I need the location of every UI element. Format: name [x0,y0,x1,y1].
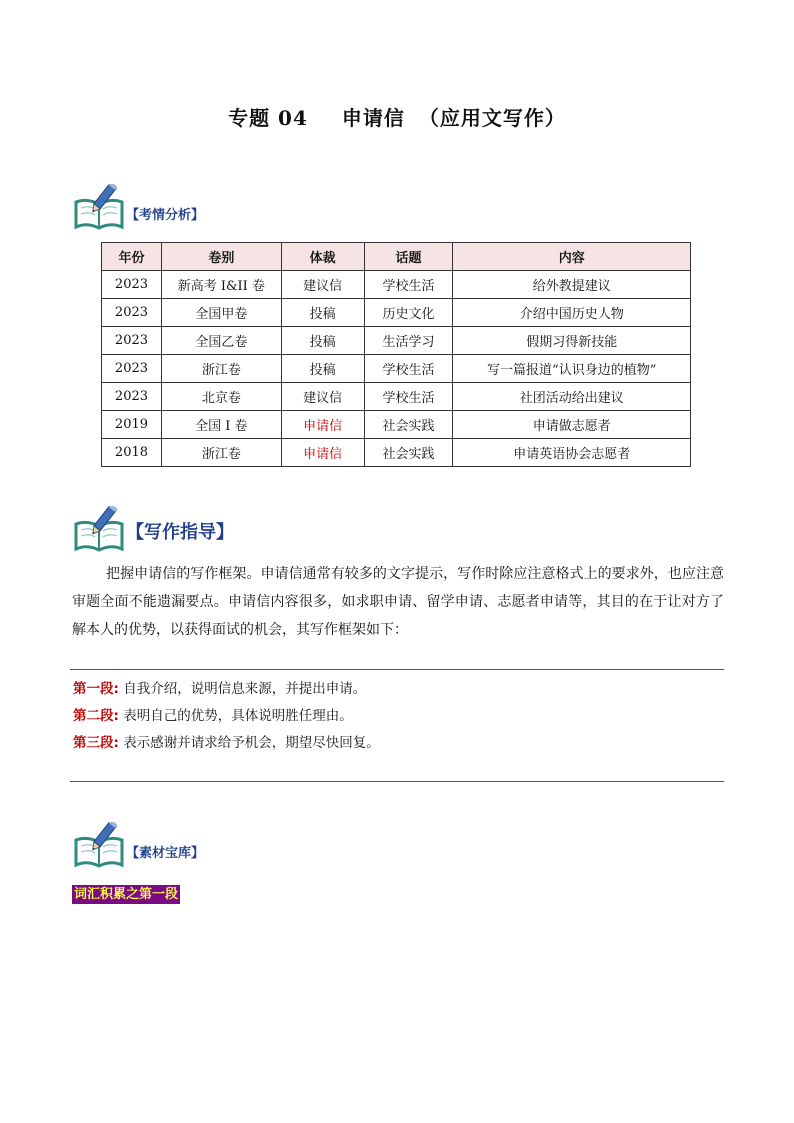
table-row [102,355,691,383]
table-row [102,411,691,439]
cell-topic: 社会实践 [364,411,453,439]
vocab-tag: 词汇积累之第一段 [74,887,179,902]
header-content: 内容 [453,243,691,271]
cell-paper: 全国甲卷 [161,299,281,327]
divider-top [70,669,724,670]
table-header-row [102,243,691,271]
table-row [102,383,691,411]
cell-genre: 建议信 [281,383,364,411]
cell-genre: 建议信 [281,271,364,299]
cell-genre: 投稿 [281,299,364,327]
open-book-pencil-icon [72,822,126,870]
cell-topic: 历史文化 [364,299,453,327]
cell-topic: 学校生活 [364,355,453,383]
divider-bottom [70,781,724,782]
table-row [102,271,691,299]
cell-year: 2023 [102,299,162,327]
cell-topic: 生活学习 [364,327,453,355]
cell-paper: 新高考 I&II 卷 [161,271,281,299]
cell-content: 申请做志愿者 [453,411,691,439]
cell-paper: 浙江卷 [161,355,281,383]
title-part3: （应用文写作） [418,106,566,130]
cell-content: 假期习得新技能 [453,327,691,355]
page-title [0,102,794,131]
cell-genre: 申请信 [281,411,364,439]
cell-genre: 投稿 [281,355,364,383]
framework-text: 表明自己的优势，具体说明胜任理由。 [123,708,353,724]
section-materials-label: 【素材宝库】 [126,846,205,861]
title-part2: 申请信 [341,106,405,130]
cell-content: 写一篇报道“认识身边的植物” [453,355,691,383]
header-topic: 话题 [364,243,453,271]
section-analysis-label: 【考情分析】 [126,208,205,223]
cell-year: 2023 [102,327,162,355]
cell-content: 介绍中国历史人物 [453,299,691,327]
framework-label: 第一段: [73,681,119,697]
framework-text: 自我介绍，说明信息来源，并提出申请。 [123,681,367,697]
guidance-paragraph: 把握申请信的写作框架。申请信通常有较多的文字提示，写作时除应注意格式上的要求外，也应注意审题全面不能遗漏要点。申请信内容很多，如求职申请、留学申请、志愿者申请等，其目的在于让对方了解本人的优势，以获得面试的机会，其写作框架如下： [72,566,724,638]
cell-genre: 投稿 [281,327,364,355]
cell-year: 2023 [102,355,162,383]
cell-topic: 学校生活 [364,271,453,299]
open-book-pencil-icon [72,184,126,232]
cell-paper: 浙江卷 [161,439,281,467]
framework-item [73,703,380,730]
cell-topic: 学校生活 [364,383,453,411]
header-year: 年份 [102,243,162,271]
cell-content: 给外教提建议 [453,271,691,299]
section-guidance-label: 【写作指导】 [126,522,234,543]
cell-year: 2018 [102,439,162,467]
cell-genre: 申请信 [281,439,364,467]
cell-content: 社团活动给出建议 [453,383,691,411]
cell-paper: 北京卷 [161,383,281,411]
cell-content: 申请英语协会志愿者 [453,439,691,467]
title-part1: 专题 04 [228,106,308,130]
framework-label: 第二段: [73,708,119,724]
table-row [102,439,691,467]
exam-table [101,242,691,467]
cell-topic: 社会实践 [364,439,453,467]
framework-label: 第三段: [73,735,119,751]
cell-year: 2023 [102,271,162,299]
table-row [102,299,691,327]
cell-paper: 全国 I 卷 [161,411,281,439]
header-genre: 体裁 [281,243,364,271]
cell-year: 2019 [102,411,162,439]
framework-list [73,676,380,757]
framework-text: 表示感谢并请求给予机会，期望尽快回复。 [123,735,380,751]
header-paper: 卷别 [161,243,281,271]
cell-year: 2023 [102,383,162,411]
framework-item [73,676,380,703]
framework-item [73,730,380,757]
open-book-pencil-icon [72,506,126,554]
cell-paper: 全国乙卷 [161,327,281,355]
table-row [102,327,691,355]
